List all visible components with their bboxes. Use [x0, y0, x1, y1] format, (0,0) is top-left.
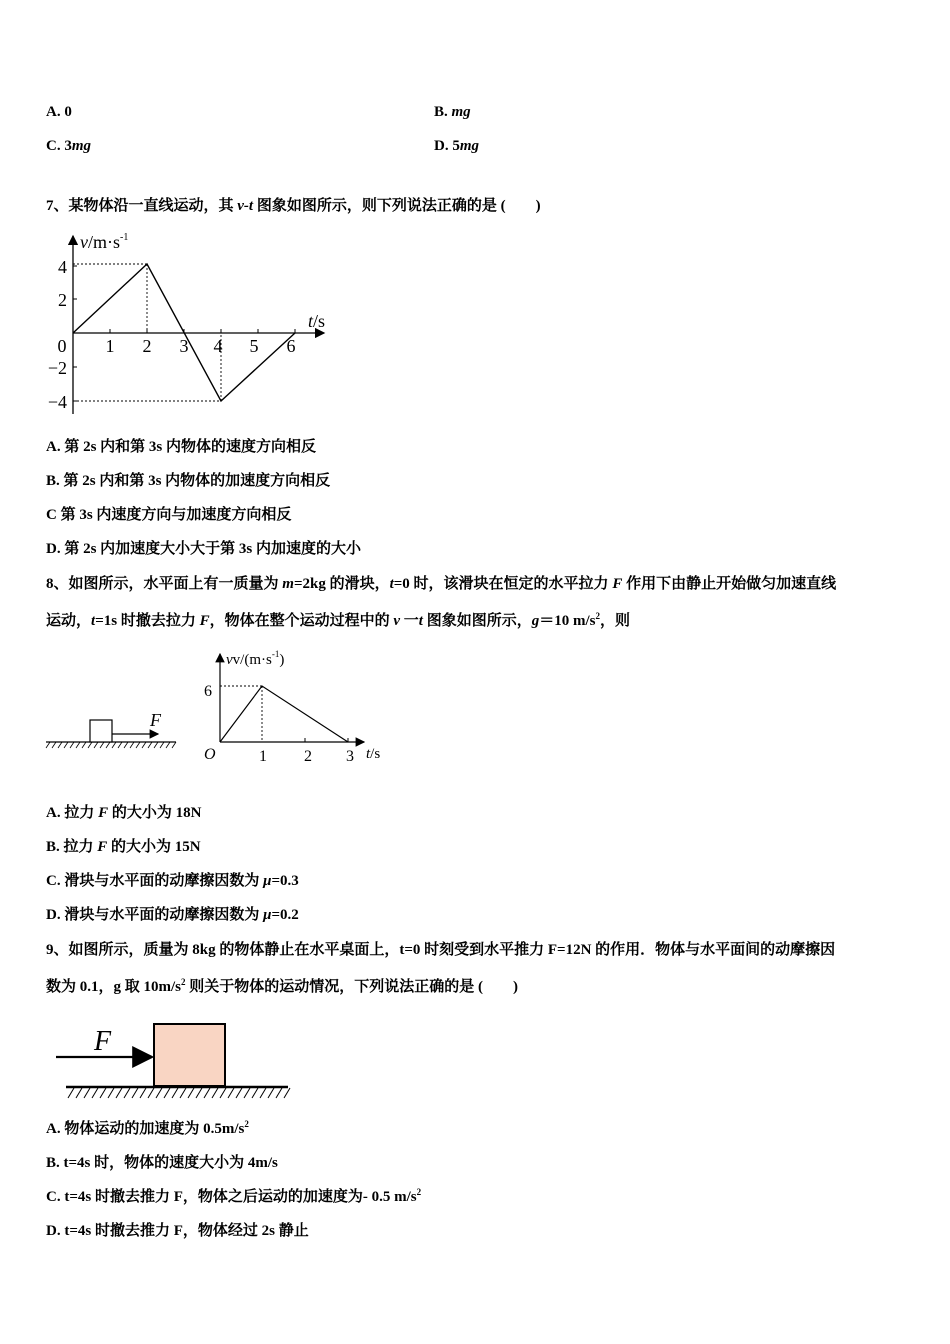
q8-y-tick: 6: [204, 683, 212, 700]
q9-force-label: F: [94, 1026, 112, 1057]
q8-force-label: F: [150, 710, 161, 730]
q7-option-a: A. 第 2s 内和第 3s 内物体的速度方向相反: [46, 439, 317, 455]
q7-x-tick: 6: [286, 336, 296, 356]
q8-origin-label: O: [204, 746, 216, 763]
q7-x-tick: 4: [213, 336, 223, 356]
q7-stem: 7、某物体沿一直线运动，其 v-t 图象如图所示，则下列说法正确的是 ( ): [46, 198, 541, 214]
q7-x-tick: 2: [142, 336, 152, 356]
q7-y-tick: −2: [47, 358, 67, 378]
q7-x-tick: 5: [249, 336, 259, 356]
q7-y-tick: 4: [58, 257, 67, 277]
q9-block-figure: [50, 1016, 295, 1106]
q9-option-d: D. t=4s 时撤去推力 F，物体经过 2s 静止: [46, 1223, 309, 1239]
q6-option-d: D. 5mg: [434, 138, 480, 154]
q9-stem-line2: 数为 0.1，g 取 $10m/s^2$ 则关于物体的运动情况，下列说法正确的是 ( ): [46, 977, 519, 995]
q7-option-c: C 第 3s 内速度方向与加速度方向相反: [46, 507, 292, 523]
q9-stem-line1: 9、如图所示，质量为 8kg 的物体静止在水平桌面上，t=0 时刻受到水平推力 F=12N 的作用．物体与水平面间的动摩擦因: [46, 942, 836, 958]
q6-option-b: B. mg: [434, 104, 471, 120]
q6-option-a: A. 0: [46, 104, 72, 120]
q8-vt-graph: [196, 648, 396, 768]
q8-vt-line: [220, 686, 348, 742]
q8-x-label: t/s: [366, 746, 381, 762]
q9-option-c: C. t=4s 时撤去推力 F，物体之后运动的加速度为- 0.5 $m/s^2$: [46, 1187, 422, 1205]
q7-x-tick: 1: [105, 336, 115, 356]
q8-x-tick: 2: [304, 748, 312, 765]
q8-option-c: C. 滑块与水平面的动摩擦因数为 μ=0.3: [46, 873, 299, 889]
q8-block: [90, 720, 112, 742]
q7-x-tick: 3: [179, 336, 189, 356]
q7-option-b: B. 第 2s 内和第 3s 内物体的加速度方向相反: [46, 473, 331, 489]
q6-option-c: C. 3mg: [46, 138, 92, 154]
q7-y-tick: 2: [58, 290, 67, 310]
q8-option-b: B. 拉力 F 的大小为 15N: [46, 839, 201, 855]
q7-vt-graph: [40, 226, 340, 426]
q9-option-a: A. 物体运动的加速度为 $0.5m/s^2$: [46, 1119, 249, 1137]
q8-y-label: $vv/(m\cdot s^{-1})$: [226, 649, 285, 668]
q7-y-tick: −4: [47, 392, 67, 412]
q8-stem-line2: 运动，t=1s 时撤去拉力 F，物体在整个运动过程中的 v 一t 图象如图所示，g＝10 $m/s^2$，则: [46, 611, 631, 629]
q9-block: [154, 1024, 225, 1086]
q8-x-tick: 1: [259, 748, 267, 765]
q8-stem-line1: 8、如图所示，水平面上有一质量为 m=2kg 的滑块，t=0 时，该滑块在恒定的水平拉力 F 作用下由静止开始做匀加速直线: [46, 576, 837, 592]
q8-option-d: D. 滑块与水平面的动摩擦因数为 μ=0.2: [46, 907, 299, 923]
q8-x-tick: 3: [346, 748, 354, 765]
q7-option-d: D. 第 2s 内加速度大小大于第 3s 内加速度的大小: [46, 541, 362, 557]
q8-option-a: A. 拉力 F 的大小为 18N: [46, 805, 202, 821]
q9-option-b: B. t=4s 时，物体的速度大小为 4m/s: [46, 1155, 278, 1171]
q7-y-label: $v/m\cdot s^{-1}$: [80, 232, 129, 252]
q8-block-figure: [44, 704, 184, 750]
q7-x-tick: 0: [57, 336, 67, 356]
q7-x-label: t/s: [308, 311, 326, 331]
